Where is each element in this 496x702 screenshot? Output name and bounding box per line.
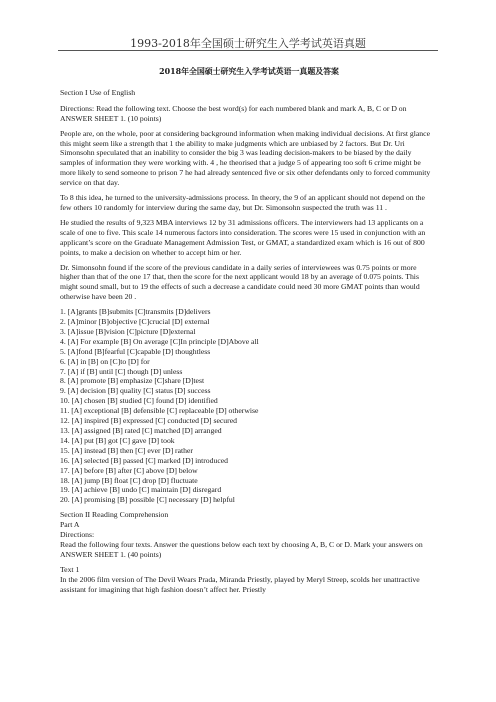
- directions-2: Read the following four texts. Answer the questions below each text by choosing A, B, C or D. Mark your answers on ANSWER SHEET 1. (40 points): [60, 539, 423, 559]
- option-line: 14. [A] put [B] got [C] gave [D] took: [60, 435, 175, 445]
- passage-paragraph-4: Dr. Simonsohn found if the score of the previous candidate in a daily series of interviewees was 0.75 points or more higher than that of the one 17 that, then the score for the next applicant would 18 by an average of 0.075 points. This might sound small, but to 19 the effects of such a decrease a candidate could need 30 more GMAT points than would otherwise have been 20 .: [60, 262, 420, 302]
- header-rule: [58, 50, 438, 51]
- option-line: 19. [A] achieve [B] undo [C] maintain [D] disregard: [60, 485, 222, 495]
- option-line: 6. [A] in [B] on [C]to [D] for: [60, 356, 150, 366]
- text-1-paragraph: In the 2006 film version of The Devil Wears Prada, Miranda Priestly, played by Meryl Streep, scolds her unattractive assistant for imagining that high fashion doesn’t affect her. Priestly: [60, 574, 420, 594]
- section-1-heading: Section I Use of English: [60, 87, 136, 97]
- option-line: 4. [A] For example [B] On average [C]In principle [D]Above all: [60, 336, 259, 346]
- option-line: 12. [A] inspired [B] expressed [C] conducted [D] secured: [60, 416, 237, 426]
- option-line: 9. [A] decision [B] quality [C] status [D] success: [60, 386, 211, 396]
- part-a-label: Part A: [60, 520, 80, 530]
- option-line: 11. [A] exceptional [B] defensible [C] replaceable [D] otherwise: [60, 406, 259, 416]
- directions-1: Directions: Read the following text. Choose the best word(s) for each numbered blank and mark A, B, C or D on ANSWER SHEET 1. (10 points): [60, 103, 407, 123]
- option-line: 20. [A] promising [B] possible [C] necessary [D] helpful: [60, 495, 235, 505]
- option-line: 1. [A]grants [B]submits [C]transmits [D]delivers: [60, 307, 211, 317]
- option-line: 13. [A] assigned [B] rated [C] matched [D] arranged: [60, 426, 222, 435]
- option-line: 16. [A] selected [B] passed [C] marked [D] introduced: [60, 455, 228, 465]
- passage-paragraph-3: He studied the results of 9,323 MBA interviews 12 by 31 admissions officers. The interviewers had 13 applicants on a scale of one to five. This scale 14 numerous factors into consideration. The scores were 15 used in conjunction with an applicant’s score on the Graduate Management Admission Test, or GMAT, a standardized exam which is 16 out of 800 points, to make a decision on whether to accept him or her.: [60, 217, 426, 257]
- option-line: 17. [A] before [B] after [C] above [D] below: [60, 465, 198, 475]
- option-line: 8. [A] promote [B] emphasize [C]share [D]test: [60, 376, 205, 386]
- section-2-heading: Section II Reading Comprehension: [60, 510, 169, 520]
- document-title: 2018年全国硕士研究生入学考试英语一真题及答案: [159, 67, 339, 76]
- option-line: 10. [A] chosen [B] studied [C] found [D] identified: [60, 396, 218, 406]
- option-line: 2. [A]minor [B]objective [C]crucial [D] external: [60, 317, 210, 327]
- passage-paragraph-1: People are, on the whole, poor at considering background information when making individual decisions. At first glance this might seem like a strength that 1 the ability to make judgments which are unbiased by 2 factors. But Dr. Uri Simonsohn speculated that an inability to consider the big 3 was leading decision-makers to be biased by the daily samples of information they were working with. 4 , he theorised that a judge 5 of appearing too soft 6 crime might be more likely to send someone to prison 7 he had already sentenced five or six other defendants only to forced community service on that day.: [60, 128, 431, 188]
- option-line: 7. [A] if [B] until [C] though [D] unless: [60, 366, 183, 376]
- text-1-label: Text 1: [60, 564, 80, 574]
- option-line: 5. [A]fond [B]fearful [C]capable [D] thoughtless: [60, 346, 211, 356]
- option-line: 3. [A]issue [B]vision [C]picture [D]external: [60, 326, 196, 336]
- directions-2-label: Directions:: [60, 530, 95, 540]
- document-body: [60, 67, 438, 595]
- option-line: 15. [A] instead [B] then [C] ever [D] rather: [60, 445, 193, 455]
- running-header: 1993-2018年全国硕士研究生入学考试英语真题: [130, 37, 366, 50]
- option-line: 18. [A] jump [B] float [C] drop [D] fluctuate: [60, 475, 198, 485]
- passage-paragraph-2: To 8 this idea, he turned to the university-admissions process. In theory, the 9 of an applicant should not depend on the few others 10 randomly for interview during the same day, but Dr. Simonsohn suspected the truth was 11 .: [60, 193, 425, 212]
- answer-options: [60, 307, 438, 505]
